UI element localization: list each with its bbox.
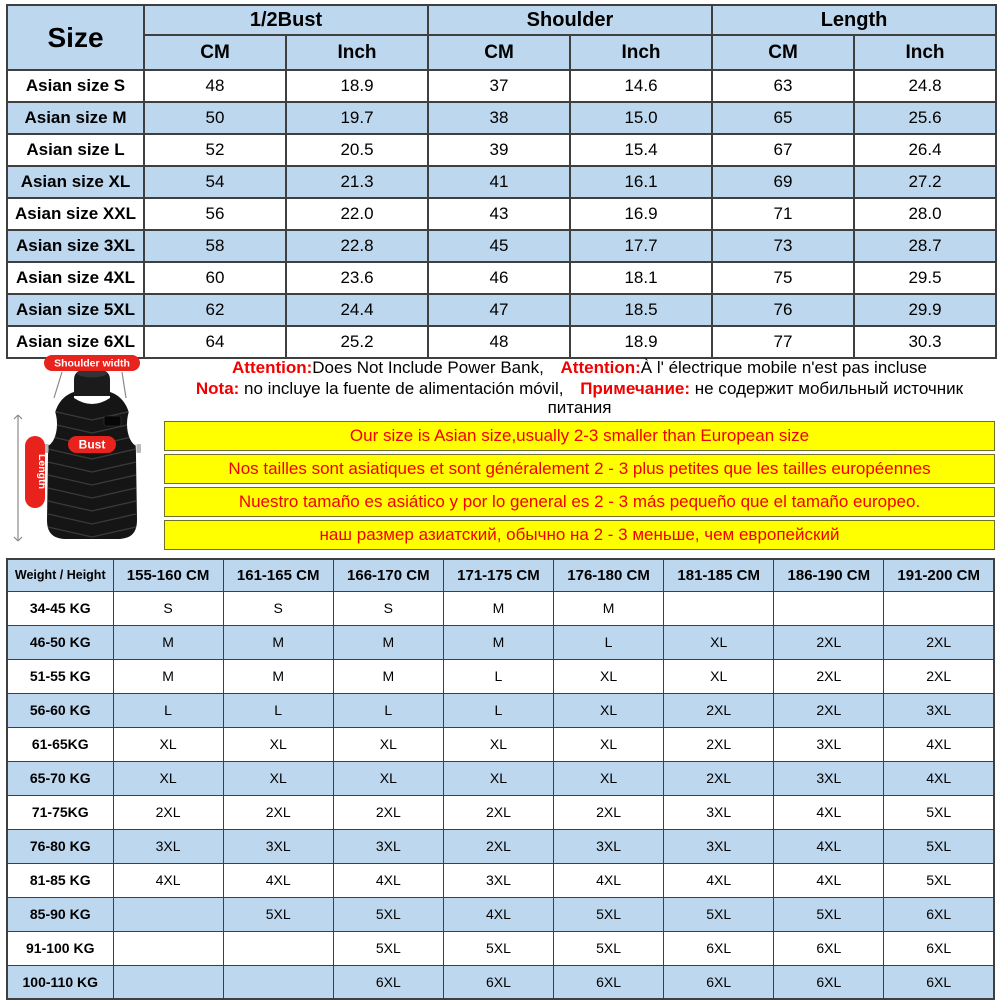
size-table-row <box>7 294 996 326</box>
weight-size-cell: XL <box>333 761 443 795</box>
weight-size-cell: 3XL <box>113 829 223 863</box>
size-cell: 18.5 <box>570 294 712 326</box>
size-table-row <box>7 102 996 134</box>
size-cell: 15.4 <box>570 134 712 166</box>
weight-size-cell: 2XL <box>664 761 774 795</box>
size-cell: 56 <box>144 198 286 230</box>
length-measure-line <box>14 415 22 541</box>
weight-size-cell: 5XL <box>443 931 553 965</box>
weight-size-cell <box>223 931 333 965</box>
size-table-unit-header: Inch <box>570 35 712 70</box>
weight-size-cell: 6XL <box>774 931 884 965</box>
weight-size-cell: S <box>223 591 333 625</box>
weight-height-table <box>6 558 995 1000</box>
size-cell: 24.8 <box>854 70 996 102</box>
size-cell: 62 <box>144 294 286 326</box>
weight-size-cell: 6XL <box>774 965 884 999</box>
bust-label: Bust <box>78 437 106 452</box>
weight-row-label: 81-85 KG <box>7 863 113 897</box>
size-table-group-row <box>7 5 996 35</box>
weight-size-cell: XL <box>664 659 774 693</box>
weight-size-cell: XL <box>664 625 774 659</box>
weight-row-label: 51-55 KG <box>7 659 113 693</box>
attention-notes <box>164 357 995 419</box>
size-note-banner: Nuestro tamaño es asiático y por lo general es 2 - 3 más pequeño que el tamaño europeo. <box>164 487 995 517</box>
weight-size-cell <box>774 591 884 625</box>
size-cell: 64 <box>144 326 286 358</box>
weight-size-cell: L <box>223 693 333 727</box>
weight-size-cell: 2XL <box>113 795 223 829</box>
weight-size-cell: 6XL <box>884 897 994 931</box>
weight-size-cell: XL <box>443 761 553 795</box>
weight-table-row <box>7 625 994 659</box>
weight-row-label: 56-60 KG <box>7 693 113 727</box>
size-note-banner: Our size is Asian size,usually 2-3 smaller than European size <box>164 421 995 451</box>
size-table-unit-header: CM <box>144 35 286 70</box>
weight-size-cell: XL <box>443 727 553 761</box>
weight-size-cell: M <box>223 625 333 659</box>
size-cell: 26.4 <box>854 134 996 166</box>
weight-size-cell: M <box>113 625 223 659</box>
weight-row-label: 71-75KG <box>7 795 113 829</box>
weight-size-cell: 6XL <box>884 931 994 965</box>
weight-size-cell <box>113 897 223 931</box>
weight-size-cell: 2XL <box>774 659 884 693</box>
size-cell: 48 <box>428 326 570 358</box>
size-cell: 22.8 <box>286 230 428 262</box>
weight-size-cell: 3XL <box>774 761 884 795</box>
attention-line-2 <box>164 379 995 418</box>
weight-size-cell: XL <box>113 761 223 795</box>
attention-text-es: no incluye la fuente de alimentación móvil, <box>239 378 569 398</box>
weight-size-cell: L <box>443 659 553 693</box>
weight-size-cell: S <box>333 591 443 625</box>
size-cell: 60 <box>144 262 286 294</box>
weight-size-cell: 5XL <box>333 931 443 965</box>
size-cell: 28.0 <box>854 198 996 230</box>
weight-size-cell: 4XL <box>113 863 223 897</box>
size-row-label: Asian size L <box>7 134 144 166</box>
weight-size-cell: XL <box>223 727 333 761</box>
weight-size-cell: XL <box>554 727 664 761</box>
weight-size-cell: 2XL <box>443 829 553 863</box>
weight-size-cell: XL <box>554 659 664 693</box>
weight-table-row <box>7 863 994 897</box>
size-table-row <box>7 262 996 294</box>
attention-text-fr: À l' électrique mobile n'est pas incluse <box>640 358 927 378</box>
weight-size-cell: 6XL <box>554 965 664 999</box>
size-table-units-row <box>7 35 996 70</box>
weight-size-cell: 5XL <box>333 897 443 931</box>
weight-size-cell: XL <box>113 727 223 761</box>
weight-size-cell: M <box>223 659 333 693</box>
height-column-header: 161-165 CM <box>223 559 333 591</box>
size-chart-table <box>6 4 997 359</box>
weight-size-cell <box>113 965 223 999</box>
size-cell: 28.7 <box>854 230 996 262</box>
weight-size-cell: XL <box>554 693 664 727</box>
weight-row-label: 34-45 KG <box>7 591 113 625</box>
size-cell: 29.5 <box>854 262 996 294</box>
length-label: Length <box>36 454 48 489</box>
size-cell: 21.3 <box>286 166 428 198</box>
weight-row-label: 100-110 KG <box>7 965 113 999</box>
size-cell: 23.6 <box>286 262 428 294</box>
weight-row-label: 65-70 KG <box>7 761 113 795</box>
weight-size-cell: 2XL <box>664 727 774 761</box>
weight-row-label: 46-50 KG <box>7 625 113 659</box>
size-row-label: Asian size 5XL <box>7 294 144 326</box>
weight-size-cell: 3XL <box>333 829 443 863</box>
weight-table-row <box>7 829 994 863</box>
weight-table-row <box>7 897 994 931</box>
weight-table-row <box>7 795 994 829</box>
weight-size-cell: L <box>443 693 553 727</box>
weight-size-cell: M <box>443 591 553 625</box>
weight-size-cell: 2XL <box>333 795 443 829</box>
size-cell: 58 <box>144 230 286 262</box>
weight-size-cell: 5XL <box>774 897 884 931</box>
weight-size-cell: 4XL <box>774 795 884 829</box>
size-table-unit-header: CM <box>712 35 854 70</box>
weight-table-row <box>7 591 994 625</box>
attention-text-en: Does Not Include Power Bank, <box>312 358 549 378</box>
size-table-row <box>7 70 996 102</box>
size-table-corner-label: Size <box>7 5 144 70</box>
size-cell: 73 <box>712 230 854 262</box>
weight-size-cell: 3XL <box>664 829 774 863</box>
weight-size-cell: 4XL <box>333 863 443 897</box>
size-cell: 41 <box>428 166 570 198</box>
weight-size-cell: 6XL <box>884 965 994 999</box>
size-cell: 20.5 <box>286 134 428 166</box>
weight-size-cell: M <box>333 625 443 659</box>
weight-size-cell: 4XL <box>774 863 884 897</box>
weight-size-cell: 6XL <box>443 965 553 999</box>
weight-size-cell: 4XL <box>443 897 553 931</box>
size-cell: 18.1 <box>570 262 712 294</box>
weight-size-cell: 2XL <box>774 625 884 659</box>
size-table-row <box>7 230 996 262</box>
size-cell: 27.2 <box>854 166 996 198</box>
size-cell: 65 <box>712 102 854 134</box>
size-cell: 24.4 <box>286 294 428 326</box>
size-cell: 30.3 <box>854 326 996 358</box>
height-column-header: 155-160 CM <box>113 559 223 591</box>
weight-table-row <box>7 761 994 795</box>
weight-size-cell: 2XL <box>223 795 333 829</box>
size-cell: 38 <box>428 102 570 134</box>
weight-table-row <box>7 659 994 693</box>
size-cell: 25.6 <box>854 102 996 134</box>
weight-size-cell: 3XL <box>774 727 884 761</box>
weight-table-header-row <box>7 559 994 591</box>
size-cell: 69 <box>712 166 854 198</box>
weight-size-cell: 2XL <box>774 693 884 727</box>
size-cell: 43 <box>428 198 570 230</box>
weight-size-cell: 5XL <box>884 863 994 897</box>
size-row-label: Asian size M <box>7 102 144 134</box>
weight-size-cell: 4XL <box>774 829 884 863</box>
vest-armhole-right <box>127 402 149 446</box>
weight-size-cell: 5XL <box>223 897 333 931</box>
weight-size-cell: 2XL <box>884 625 994 659</box>
weight-size-cell <box>884 591 994 625</box>
size-table-unit-header: Inch <box>854 35 996 70</box>
attention-label-en: Attention: <box>232 358 313 378</box>
size-cell: 67 <box>712 134 854 166</box>
size-table-row <box>7 198 996 230</box>
weight-size-cell: 6XL <box>333 965 443 999</box>
weight-size-cell: 4XL <box>884 761 994 795</box>
weight-size-cell: 5XL <box>664 897 774 931</box>
weight-size-cell: 5XL <box>884 829 994 863</box>
height-column-header: 186-190 CM <box>774 559 884 591</box>
vest-side-pull-right <box>137 444 142 453</box>
attention-text-ru: не содержит мобильный источник питания <box>547 378 964 418</box>
size-row-label: Asian size 4XL <box>7 262 144 294</box>
weight-table-row <box>7 965 994 999</box>
attention-line-1 <box>164 358 995 378</box>
weight-size-cell: 3XL <box>664 795 774 829</box>
size-table-group-length: Length <box>712 5 996 35</box>
size-cell: 16.1 <box>570 166 712 198</box>
size-cell: 19.7 <box>286 102 428 134</box>
weight-size-cell: XL <box>223 761 333 795</box>
size-note-banner: Nos tailles sont asiatiques et sont généralement 2 - 3 plus petites que les tailles européennes <box>164 454 995 484</box>
size-table-group-bust: 1/2Bust <box>144 5 428 35</box>
weight-size-cell: 2XL <box>884 659 994 693</box>
size-cell: 54 <box>144 166 286 198</box>
size-cell: 18.9 <box>570 326 712 358</box>
weight-size-cell: 4XL <box>664 863 774 897</box>
weight-size-cell: 6XL <box>664 931 774 965</box>
height-column-header: 181-185 CM <box>664 559 774 591</box>
size-cell: 14.6 <box>570 70 712 102</box>
size-cell: 52 <box>144 134 286 166</box>
size-cell: 17.7 <box>570 230 712 262</box>
weight-size-cell: 2XL <box>554 795 664 829</box>
weight-size-cell: 5XL <box>554 931 664 965</box>
height-column-header: 166-170 CM <box>333 559 443 591</box>
weight-size-cell: 6XL <box>664 965 774 999</box>
weight-row-label: 76-80 KG <box>7 829 113 863</box>
weight-size-cell: 3XL <box>884 693 994 727</box>
weight-size-cell <box>223 965 333 999</box>
weight-size-cell: 3XL <box>443 863 553 897</box>
height-column-header: 176-180 CM <box>554 559 664 591</box>
weight-table-row <box>7 693 994 727</box>
weight-size-cell: L <box>554 625 664 659</box>
vest-graphic <box>4 352 162 550</box>
size-table-unit-header: CM <box>428 35 570 70</box>
size-row-label: Asian size 6XL <box>7 326 144 358</box>
weight-size-cell: XL <box>333 727 443 761</box>
size-cell: 29.9 <box>854 294 996 326</box>
weight-size-cell: M <box>554 591 664 625</box>
size-cell: 18.9 <box>286 70 428 102</box>
size-cell: 48 <box>144 70 286 102</box>
size-cell: 47 <box>428 294 570 326</box>
size-cell: 15.0 <box>570 102 712 134</box>
weight-size-cell <box>113 931 223 965</box>
size-table-row <box>7 134 996 166</box>
weight-table-row <box>7 931 994 965</box>
weight-size-cell: 4XL <box>884 727 994 761</box>
weight-size-cell: 5XL <box>884 795 994 829</box>
attention-label-fr: Attention: <box>560 358 641 378</box>
size-cell: 76 <box>712 294 854 326</box>
weight-size-cell: 5XL <box>554 897 664 931</box>
size-cell: 46 <box>428 262 570 294</box>
weight-size-cell: 3XL <box>554 829 664 863</box>
vest-illustration <box>4 352 162 550</box>
weight-size-cell: 4XL <box>554 863 664 897</box>
weight-size-cell <box>664 591 774 625</box>
size-table-group-shoulder: Shoulder <box>428 5 712 35</box>
weight-size-cell: L <box>333 693 443 727</box>
size-note-banners <box>164 421 995 553</box>
weight-table-row <box>7 727 994 761</box>
weight-size-cell: 2XL <box>443 795 553 829</box>
attention-label-es: Nota: <box>195 378 240 398</box>
size-cell: 45 <box>428 230 570 262</box>
weight-size-cell: M <box>443 625 553 659</box>
weight-size-cell: 3XL <box>223 829 333 863</box>
size-row-label: Asian size S <box>7 70 144 102</box>
size-row-label: Asian size XXL <box>7 198 144 230</box>
weight-size-cell: M <box>113 659 223 693</box>
size-cell: 39 <box>428 134 570 166</box>
size-cell: 50 <box>144 102 286 134</box>
weight-size-cell: M <box>333 659 443 693</box>
weight-row-label: 91-100 KG <box>7 931 113 965</box>
size-cell: 22.0 <box>286 198 428 230</box>
weight-row-label: 61-65KG <box>7 727 113 761</box>
size-cell: 71 <box>712 198 854 230</box>
size-cell: 37 <box>428 70 570 102</box>
weight-size-cell: 2XL <box>664 693 774 727</box>
vest-chest-pocket <box>104 416 121 426</box>
shoulder-width-label: Shoulder width <box>54 357 130 370</box>
size-row-label: Asian size XL <box>7 166 144 198</box>
weight-size-cell: S <box>113 591 223 625</box>
size-note-banner: наш размер азиатский, обычно на 2 - 3 меньше, чем европейский <box>164 520 995 550</box>
attention-label-ru: Примечание: <box>580 378 691 398</box>
size-cell: 16.9 <box>570 198 712 230</box>
size-cell: 77 <box>712 326 854 358</box>
size-table-unit-header: Inch <box>286 35 428 70</box>
weight-size-cell: L <box>113 693 223 727</box>
size-table-row <box>7 166 996 198</box>
size-row-label: Asian size 3XL <box>7 230 144 262</box>
weight-row-label: 85-90 KG <box>7 897 113 931</box>
weight-table-corner-label: Weight / Height <box>7 559 113 591</box>
size-cell: 75 <box>712 262 854 294</box>
weight-size-cell: XL <box>554 761 664 795</box>
height-column-header: 171-175 CM <box>443 559 553 591</box>
weight-size-cell: 4XL <box>223 863 333 897</box>
size-cell: 25.2 <box>286 326 428 358</box>
size-cell: 63 <box>712 70 854 102</box>
height-column-header: 191-200 CM <box>884 559 994 591</box>
